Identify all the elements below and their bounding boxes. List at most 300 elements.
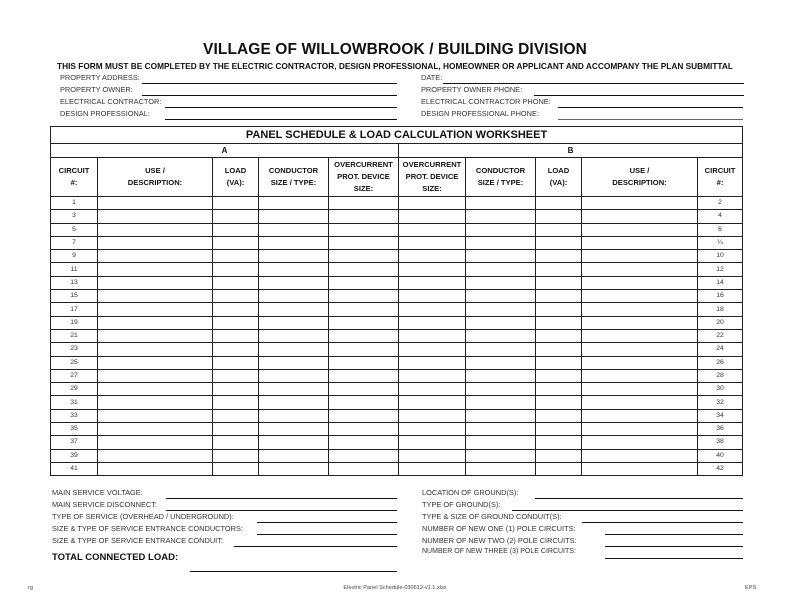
description-a-cell[interactable] xyxy=(98,250,213,263)
overcurrent-a-cell[interactable] xyxy=(329,303,399,316)
location-of-grounds-field[interactable] xyxy=(422,488,743,499)
circuit-b-cell: 28 xyxy=(698,369,743,382)
conductor-b-cell[interactable] xyxy=(466,449,536,462)
circuit-a-cell: 15 xyxy=(51,290,98,303)
load-a-cell[interactable] xyxy=(213,396,259,409)
overcurrent-b-cell[interactable] xyxy=(399,236,466,249)
circuit-a-cell: 27 xyxy=(51,369,98,382)
load-a-cell[interactable] xyxy=(213,210,259,223)
overcurrent-b-cell[interactable] xyxy=(399,210,466,223)
load-a-cell[interactable] xyxy=(213,197,259,210)
table-row xyxy=(51,236,743,249)
load-b-cell[interactable] xyxy=(536,356,582,369)
table-row xyxy=(51,449,743,462)
description-a-cell[interactable] xyxy=(98,329,213,342)
load-a-cell[interactable] xyxy=(213,356,259,369)
load-a-cell[interactable] xyxy=(213,409,259,422)
conductor-b-cell[interactable] xyxy=(466,423,536,436)
overcurrent-a-cell[interactable] xyxy=(329,449,399,462)
circuit-a-cell: 21 xyxy=(51,329,98,342)
col-b-circuit: CIRCUIT #: xyxy=(698,158,743,197)
table-row xyxy=(51,436,743,449)
overcurrent-b-cell[interactable] xyxy=(399,290,466,303)
conductor-b-cell[interactable] xyxy=(466,236,536,249)
load-b-cell[interactable] xyxy=(536,423,582,436)
service-entrance-conductors-input[interactable] xyxy=(257,534,397,535)
description-b-cell[interactable] xyxy=(582,210,698,223)
description-b-cell[interactable] xyxy=(582,250,698,263)
load-b-cell[interactable] xyxy=(536,462,582,475)
conductor-a-cell[interactable] xyxy=(259,236,329,249)
table-row xyxy=(51,409,743,422)
one-pole-circuits-label: NUMBER OF NEW ONE (1) POLE CIRCUITS: xyxy=(422,524,576,533)
panel-title: PANEL SCHEDULE & LOAD CALCULATION WORKSHEET xyxy=(51,127,743,144)
overcurrent-b-cell[interactable] xyxy=(399,223,466,236)
overcurrent-a-cell[interactable] xyxy=(329,276,399,289)
conductor-a-cell[interactable] xyxy=(259,250,329,263)
circuit-a-cell: 39 xyxy=(51,449,98,462)
conductor-b-cell[interactable] xyxy=(466,383,536,396)
conductor-a-cell[interactable] xyxy=(259,383,329,396)
load-b-cell[interactable] xyxy=(536,250,582,263)
load-b-cell[interactable] xyxy=(536,303,582,316)
load-a-cell[interactable] xyxy=(213,263,259,276)
circuit-a-cell: 37 xyxy=(51,436,98,449)
circuit-b-cell: 24 xyxy=(698,343,743,356)
three-pole-circuits-input[interactable] xyxy=(605,558,743,559)
type-of-grounds-input[interactable] xyxy=(512,510,743,511)
overcurrent-a-cell[interactable] xyxy=(329,250,399,263)
table-row xyxy=(51,197,743,210)
two-pole-circuits-input[interactable] xyxy=(605,546,743,547)
design-professional-input[interactable] xyxy=(165,119,397,120)
circuit-b-cell: 14 xyxy=(698,276,743,289)
description-a-cell[interactable] xyxy=(98,383,213,396)
load-a-cell[interactable] xyxy=(213,369,259,382)
table-row xyxy=(51,263,743,276)
load-a-cell[interactable] xyxy=(213,276,259,289)
conductor-a-cell[interactable] xyxy=(259,409,329,422)
circuit-a-cell: 13 xyxy=(51,276,98,289)
col-b-conductor: CONDUCTOR SIZE / TYPE: xyxy=(466,158,536,197)
load-b-cell[interactable] xyxy=(536,436,582,449)
description-b-cell[interactable] xyxy=(582,423,698,436)
overcurrent-a-cell[interactable] xyxy=(329,290,399,303)
description-b-cell[interactable] xyxy=(582,369,698,382)
conductor-a-cell[interactable] xyxy=(259,316,329,329)
overcurrent-a-cell[interactable] xyxy=(329,356,399,369)
description-b-cell[interactable] xyxy=(582,449,698,462)
conductor-b-cell[interactable] xyxy=(466,396,536,409)
electrical-contractor-label: ELECTRICAL CONTRACTOR: xyxy=(60,97,162,106)
conductor-b-cell[interactable] xyxy=(466,290,536,303)
total-connected-load-field[interactable] xyxy=(52,552,397,572)
circuit-b-cell: 4 xyxy=(698,210,743,223)
load-b-cell[interactable] xyxy=(536,383,582,396)
overcurrent-a-cell[interactable] xyxy=(329,462,399,475)
circuit-a-cell: 11 xyxy=(51,263,98,276)
conductor-a-cell[interactable] xyxy=(259,197,329,210)
conductor-b-cell[interactable] xyxy=(466,329,536,342)
type-of-service-input[interactable] xyxy=(257,522,397,523)
total-connected-load-input[interactable] xyxy=(190,571,397,572)
design-professional-label: DESIGN PROFESSIONAL: xyxy=(60,109,150,118)
overcurrent-b-cell[interactable] xyxy=(399,396,466,409)
conductor-a-cell[interactable] xyxy=(259,263,329,276)
load-b-cell[interactable] xyxy=(536,343,582,356)
description-a-cell[interactable] xyxy=(98,462,213,475)
ground-conduit-label: TYPE & SIZE OF GROUND CONDUIT(S): xyxy=(422,512,562,521)
overcurrent-b-cell[interactable] xyxy=(399,423,466,436)
overcurrent-b-cell[interactable] xyxy=(399,462,466,475)
col-a-circuit: CIRCUIT #: xyxy=(51,158,98,197)
location-of-grounds-input[interactable] xyxy=(535,498,743,499)
overcurrent-a-cell[interactable] xyxy=(329,343,399,356)
circuit-b-cell: 12 xyxy=(698,263,743,276)
circuit-a-cell: 19 xyxy=(51,316,98,329)
description-a-cell[interactable] xyxy=(98,449,213,462)
load-b-cell[interactable] xyxy=(536,396,582,409)
circuit-b-cell: 18 xyxy=(698,303,743,316)
main-service-voltage-field[interactable] xyxy=(52,488,397,499)
load-a-cell[interactable] xyxy=(213,423,259,436)
description-a-cell[interactable] xyxy=(98,436,213,449)
conductor-a-cell[interactable] xyxy=(259,343,329,356)
circuit-b-cell: 30 xyxy=(698,383,743,396)
load-b-cell[interactable] xyxy=(536,276,582,289)
circuit-a-cell: 9 xyxy=(51,250,98,263)
circuit-b-cell: 32 xyxy=(698,396,743,409)
conductor-a-cell[interactable] xyxy=(259,356,329,369)
date-input[interactable] xyxy=(443,83,744,84)
conductor-a-cell[interactable] xyxy=(259,210,329,223)
circuit-a-cell: 29 xyxy=(51,383,98,396)
conductor-b-cell[interactable] xyxy=(466,223,536,236)
ground-conduit-field[interactable] xyxy=(422,512,743,523)
circuit-a-cell: 1 xyxy=(51,197,98,210)
panel-schedule-body xyxy=(51,197,743,476)
electrical-contractor-phone-input[interactable] xyxy=(558,107,743,108)
property-owner-input[interactable] xyxy=(142,95,397,96)
overcurrent-b-cell[interactable] xyxy=(399,329,466,342)
description-a-cell[interactable] xyxy=(98,210,213,223)
property-owner-phone-label: PROPERTY OWNER PHONE: xyxy=(421,85,523,94)
description-a-cell[interactable] xyxy=(98,223,213,236)
conductor-a-cell[interactable] xyxy=(259,276,329,289)
property-owner-phone-input[interactable] xyxy=(534,95,744,96)
two-pole-circuits-field[interactable] xyxy=(422,536,743,547)
overcurrent-b-cell[interactable] xyxy=(399,197,466,210)
circuit-a-cell: 35 xyxy=(51,423,98,436)
load-a-cell[interactable] xyxy=(213,343,259,356)
electrical-contractor-phone-label: ELECTRICAL CONTRACTOR PHONE: xyxy=(421,97,551,106)
overcurrent-b-cell[interactable] xyxy=(399,369,466,382)
load-b-cell[interactable] xyxy=(536,369,582,382)
overcurrent-a-cell[interactable] xyxy=(329,197,399,210)
conductor-b-cell[interactable] xyxy=(466,197,536,210)
description-b-cell[interactable] xyxy=(582,436,698,449)
overcurrent-a-cell[interactable] xyxy=(329,316,399,329)
load-a-cell[interactable] xyxy=(213,329,259,342)
conductor-a-cell[interactable] xyxy=(259,462,329,475)
one-pole-circuits-field[interactable] xyxy=(422,524,743,535)
description-b-cell[interactable] xyxy=(582,276,698,289)
overcurrent-b-cell[interactable] xyxy=(399,356,466,369)
col-a-load: LOAD (VA): xyxy=(213,158,259,197)
circuit-b-cell: 40 xyxy=(698,449,743,462)
type-of-service-label: TYPE OF SERVICE (OVERHEAD / UNDERGROUND): xyxy=(52,512,234,521)
conductor-b-cell[interactable] xyxy=(466,263,536,276)
circuit-b-cell: 10 xyxy=(698,250,743,263)
conductor-b-cell[interactable] xyxy=(466,356,536,369)
col-b-overcurrent: OVERCURRENT PROT. DEVICE SIZE: xyxy=(399,158,466,197)
form-instructions: THIS FORM MUST BE COMPLETED BY THE ELECTRIC CONTRACTOR, DESIGN PROFESSIONAL, HOMEOWNER OR APPLICANT AND ACCOMPANY THE PLAN SUBMITTAL xyxy=(57,61,733,71)
description-b-cell[interactable] xyxy=(582,236,698,249)
description-a-cell[interactable] xyxy=(98,343,213,356)
col-a-conductor: CONDUCTOR SIZE / TYPE: xyxy=(259,158,329,197)
description-a-cell[interactable] xyxy=(98,197,213,210)
property-address-field[interactable] xyxy=(60,73,397,84)
overcurrent-b-cell[interactable] xyxy=(399,409,466,422)
main-service-voltage-input[interactable] xyxy=(166,498,397,499)
overcurrent-a-cell[interactable] xyxy=(329,436,399,449)
service-entrance-conductors-field[interactable] xyxy=(52,524,397,535)
main-service-disconnect-input[interactable] xyxy=(166,510,397,511)
service-entrance-conduit-label: SIZE & TYPE OF SERVICE ENTRANCE CONDUIT: xyxy=(52,536,223,545)
conductor-b-cell[interactable] xyxy=(466,210,536,223)
circuit-a-cell: 3 xyxy=(51,210,98,223)
overcurrent-a-cell[interactable] xyxy=(329,396,399,409)
overcurrent-a-cell[interactable] xyxy=(329,236,399,249)
overcurrent-b-cell[interactable] xyxy=(399,316,466,329)
description-b-cell[interactable] xyxy=(582,409,698,422)
electrical-contractor-input[interactable] xyxy=(165,107,397,108)
load-b-cell[interactable] xyxy=(536,197,582,210)
service-entrance-conduit-field[interactable] xyxy=(52,536,397,547)
conductor-b-cell[interactable] xyxy=(466,436,536,449)
description-b-cell[interactable] xyxy=(582,356,698,369)
conductor-a-cell[interactable] xyxy=(259,396,329,409)
section-a-header: A xyxy=(51,144,399,158)
table-row xyxy=(51,276,743,289)
conductor-a-cell[interactable] xyxy=(259,423,329,436)
load-b-cell[interactable] xyxy=(536,329,582,342)
circuit-a-cell: 7 xyxy=(51,236,98,249)
conductor-a-cell[interactable] xyxy=(259,290,329,303)
load-a-cell[interactable] xyxy=(213,250,259,263)
circuit-a-cell: 17 xyxy=(51,303,98,316)
description-a-cell[interactable] xyxy=(98,276,213,289)
col-b-load: LOAD (VA): xyxy=(536,158,582,197)
design-professional-phone-label: DESIGN PROFESSIONAL PHONE: xyxy=(421,109,540,118)
overcurrent-b-cell[interactable] xyxy=(399,343,466,356)
circuit-b-cell: 26 xyxy=(698,356,743,369)
circuit-b-cell: 20 xyxy=(698,316,743,329)
table-row xyxy=(51,290,743,303)
load-a-cell[interactable] xyxy=(213,236,259,249)
overcurrent-a-cell[interactable] xyxy=(329,210,399,223)
conductor-a-cell[interactable] xyxy=(259,369,329,382)
load-b-cell[interactable] xyxy=(536,316,582,329)
main-service-disconnect-field[interactable] xyxy=(52,500,397,511)
overcurrent-b-cell[interactable] xyxy=(399,449,466,462)
footer-filename: Electric Panel Schedule-030612-v1.1.xlsx xyxy=(343,585,447,591)
ground-conduit-input[interactable] xyxy=(582,522,743,523)
total-connected-load-label: TOTAL CONNECTED LOAD: xyxy=(52,552,179,563)
section-b-header: B xyxy=(399,144,743,158)
circuit-b-cell: ¼ xyxy=(698,236,743,249)
description-b-cell[interactable] xyxy=(582,197,698,210)
load-a-cell[interactable] xyxy=(213,383,259,396)
table-row xyxy=(51,303,743,316)
load-a-cell[interactable] xyxy=(213,223,259,236)
description-b-cell[interactable] xyxy=(582,263,698,276)
overcurrent-a-cell[interactable] xyxy=(329,263,399,276)
electrical-contractor-phone-field[interactable] xyxy=(421,97,743,108)
overcurrent-b-cell[interactable] xyxy=(399,263,466,276)
load-b-cell[interactable] xyxy=(536,236,582,249)
three-pole-circuits-label: NUMBER OF NEW THREE (3) POLE CIRCUITS: xyxy=(422,548,576,555)
conductor-b-cell[interactable] xyxy=(466,316,536,329)
description-b-cell[interactable] xyxy=(582,290,698,303)
description-a-cell[interactable] xyxy=(98,369,213,382)
conductor-b-cell[interactable] xyxy=(466,250,536,263)
overcurrent-a-cell[interactable] xyxy=(329,383,399,396)
electrical-contractor-field[interactable] xyxy=(60,97,397,108)
load-b-cell[interactable] xyxy=(536,290,582,303)
circuit-b-cell: 22 xyxy=(698,329,743,342)
table-row xyxy=(51,316,743,329)
description-a-cell[interactable] xyxy=(98,409,213,422)
conductor-a-cell[interactable] xyxy=(259,303,329,316)
overcurrent-b-cell[interactable] xyxy=(399,276,466,289)
description-b-cell[interactable] xyxy=(582,396,698,409)
description-b-cell[interactable] xyxy=(582,329,698,342)
design-professional-field[interactable] xyxy=(60,109,397,120)
description-a-cell[interactable] xyxy=(98,263,213,276)
load-b-cell[interactable] xyxy=(536,223,582,236)
col-b-description: USE / DESCRIPTION: xyxy=(582,158,698,197)
description-b-cell[interactable] xyxy=(582,462,698,475)
three-pole-circuits-field[interactable] xyxy=(422,548,743,559)
table-row xyxy=(51,356,743,369)
description-a-cell[interactable] xyxy=(98,236,213,249)
description-a-cell[interactable] xyxy=(98,316,213,329)
description-a-cell[interactable] xyxy=(98,303,213,316)
date-field[interactable] xyxy=(421,73,744,84)
load-a-cell[interactable] xyxy=(213,316,259,329)
one-pole-circuits-input[interactable] xyxy=(605,534,743,535)
design-professional-phone-field[interactable] xyxy=(421,109,743,120)
circuit-b-cell: 6 xyxy=(698,223,743,236)
property-address-input[interactable] xyxy=(142,83,397,84)
circuit-b-cell: 2 xyxy=(698,197,743,210)
description-a-cell[interactable] xyxy=(98,290,213,303)
table-row xyxy=(51,383,743,396)
conductor-b-cell[interactable] xyxy=(466,303,536,316)
load-b-cell[interactable] xyxy=(536,263,582,276)
type-of-grounds-field[interactable] xyxy=(422,500,743,511)
type-of-grounds-label: TYPE OF GROUND(S): xyxy=(422,500,501,509)
table-row xyxy=(51,223,743,236)
conductor-a-cell[interactable] xyxy=(259,449,329,462)
conductor-b-cell[interactable] xyxy=(466,343,536,356)
overcurrent-a-cell[interactable] xyxy=(329,369,399,382)
table-row xyxy=(51,462,743,475)
circuit-b-cell: 34 xyxy=(698,409,743,422)
page-title: VILLAGE OF WILLOWBROOK / BUILDING DIVISION xyxy=(203,41,587,58)
table-row xyxy=(51,343,743,356)
description-a-cell[interactable] xyxy=(98,396,213,409)
circuit-a-cell: 5 xyxy=(51,223,98,236)
description-a-cell[interactable] xyxy=(98,356,213,369)
description-a-cell[interactable] xyxy=(98,423,213,436)
conductor-a-cell[interactable] xyxy=(259,329,329,342)
overcurrent-b-cell[interactable] xyxy=(399,436,466,449)
footer-initials: rg xyxy=(28,585,33,591)
description-b-cell[interactable] xyxy=(582,316,698,329)
circuit-a-cell: 33 xyxy=(51,409,98,422)
circuit-a-cell: 23 xyxy=(51,343,98,356)
property-owner-label: PROPERTY OWNER: xyxy=(60,85,133,94)
overcurrent-b-cell[interactable] xyxy=(399,250,466,263)
conductor-b-cell[interactable] xyxy=(466,462,536,475)
type-of-service-field[interactable] xyxy=(52,512,397,523)
description-b-cell[interactable] xyxy=(582,383,698,396)
overcurrent-b-cell[interactable] xyxy=(399,383,466,396)
load-a-cell[interactable] xyxy=(213,436,259,449)
load-a-cell[interactable] xyxy=(213,290,259,303)
overcurrent-a-cell[interactable] xyxy=(329,329,399,342)
design-professional-phone-input[interactable] xyxy=(558,119,743,120)
overcurrent-a-cell[interactable] xyxy=(329,223,399,236)
location-of-grounds-label: LOCATION OF GROUND(S): xyxy=(422,488,519,497)
circuit-a-cell: 41 xyxy=(51,462,98,475)
table-row xyxy=(51,329,743,342)
property-owner-phone-field[interactable] xyxy=(421,85,744,96)
conductor-b-cell[interactable] xyxy=(466,409,536,422)
load-b-cell[interactable] xyxy=(536,409,582,422)
table-row xyxy=(51,396,743,409)
description-b-cell[interactable] xyxy=(582,223,698,236)
main-service-disconnect-label: MAIN SERVICE DISCONNECT: xyxy=(52,500,157,509)
overcurrent-a-cell[interactable] xyxy=(329,409,399,422)
load-a-cell[interactable] xyxy=(213,303,259,316)
circuit-b-cell: 16 xyxy=(698,290,743,303)
table-row xyxy=(51,369,743,382)
overcurrent-a-cell[interactable] xyxy=(329,423,399,436)
property-owner-field[interactable] xyxy=(60,85,397,96)
load-a-cell[interactable] xyxy=(213,449,259,462)
property-address-label: PROPERTY ADDRESS: xyxy=(60,73,140,82)
panel-schedule-table xyxy=(50,126,743,476)
description-b-cell[interactable] xyxy=(582,303,698,316)
conductor-b-cell[interactable] xyxy=(466,276,536,289)
conductor-a-cell[interactable] xyxy=(259,223,329,236)
load-b-cell[interactable] xyxy=(536,449,582,462)
col-a-overcurrent: OVERCURRENT PROT. DEVICE SIZE: xyxy=(329,158,399,197)
conductor-a-cell[interactable] xyxy=(259,436,329,449)
service-entrance-conduit-input[interactable] xyxy=(234,546,397,547)
col-a-description: USE / DESCRIPTION: xyxy=(98,158,213,197)
date-label: DATE: xyxy=(421,73,443,82)
load-a-cell[interactable] xyxy=(213,462,259,475)
load-b-cell[interactable] xyxy=(536,210,582,223)
circuit-b-cell: 36 xyxy=(698,423,743,436)
conductor-b-cell[interactable] xyxy=(466,369,536,382)
overcurrent-b-cell[interactable] xyxy=(399,303,466,316)
description-b-cell[interactable] xyxy=(582,343,698,356)
